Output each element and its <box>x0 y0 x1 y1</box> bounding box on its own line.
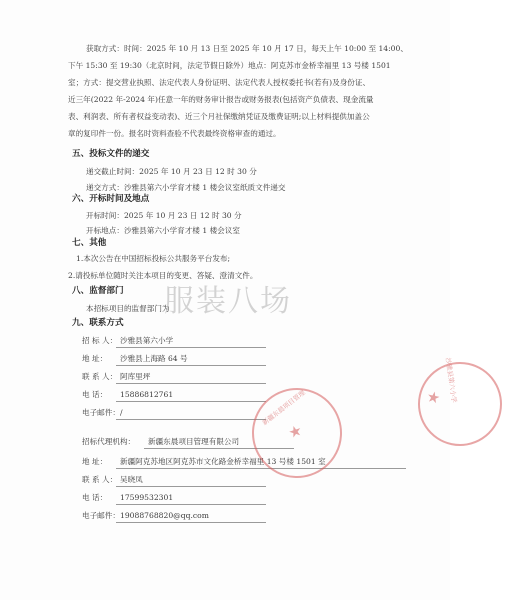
agent-name: 新疆东晨项目管理有限公司 <box>148 437 240 446</box>
submission-place: 递交方式：沙雅县第六小学育才楼 1 楼会议室纸质文件递交 <box>86 183 286 192</box>
section-6-heading: 六、开标时间及地点 <box>72 194 150 204</box>
tenderer-seal-star-icon: ★ <box>425 387 442 408</box>
section-5-heading: 五、投标文件的递交 <box>72 149 150 159</box>
acquisition-line-4: 近三年(2022 年-2024 年)任意一年的财务审计报告或财务报表(包括资产负债表、现金流量 <box>68 95 374 104</box>
agent-contact: 吴晓凤 <box>120 475 143 484</box>
agent-name-label: 招标代理机构： <box>82 437 136 446</box>
other-item-2: 2.请投标单位随时关注本项目的变更、答疑、澄清文件。 <box>68 271 258 280</box>
opening-time: 开标时间：2025 年 10 月 23 日 12 时 30 分 <box>86 211 242 220</box>
watermark-text: 服装八场 <box>164 284 292 319</box>
tenderer-phone-underline <box>116 401 266 402</box>
acquisition-line-5: 表、利润表、所有者权益变动表)、近三个月社保缴纳凭证及缴费证明;以上材料提供加盖公 <box>68 112 370 121</box>
acquisition-line-2: 下午 15:30 至 19:30（北京时间，法定节假日除外）地点：阿克苏市金桥幸福里 13 号楼 1501 <box>68 61 391 70</box>
tenderer-phone-label: 电 话： <box>82 390 108 399</box>
tenderer-address: 沙雅县上海路 64 号 <box>120 354 188 363</box>
agent-address: 新疆阿克苏地区阿克苏市文化路金桥幸福里 13 号楼 1501 室 <box>120 457 326 466</box>
tenderer-contact-label: 联 系 人： <box>82 372 118 381</box>
section-7-heading: 七、其他 <box>72 238 107 248</box>
tenderer-name-underline <box>116 347 266 348</box>
acquisition-line-3: 室；方式：提交营业执照、法定代表人身份证明、法定代表人授权委托书(若有)及身份证、 <box>68 78 371 87</box>
section-9-heading: 九、联系方式 <box>72 318 124 328</box>
section-8-heading: 八、监督部门 <box>72 286 124 296</box>
agent-phone: 17599532301 <box>120 493 174 502</box>
tenderer-name-label: 招 标 人： <box>82 336 118 345</box>
tenderer-email: / <box>120 408 123 417</box>
agent-seal-star-icon: ★ <box>285 420 305 443</box>
acquisition-line-1: 获取方式：时间：2025 年 10 月 13 日至 2025 年 10 月 17 日，每天上午 10:00 至 14:00、 <box>86 44 408 53</box>
agent-phone-label: 电 话： <box>82 493 108 502</box>
tenderer-seal-text: 沙雅县第六小学 <box>443 357 459 404</box>
agent-address-label: 地 址： <box>82 457 108 466</box>
tenderer-seal-stamp <box>410 354 510 454</box>
acquisition-line-6: 章的复印件一份。报名时资料查验不代表最终资格审查的通过。 <box>68 129 281 138</box>
agent-email-underline <box>116 522 266 523</box>
agent-contact-label: 联 系 人： <box>82 475 118 484</box>
agent-seal-text: 新疆东晨项目管理 <box>260 388 307 427</box>
tenderer-phone: 15886812761 <box>120 390 174 399</box>
tenderer-address-underline <box>116 365 266 366</box>
agent-contact-underline <box>116 486 266 487</box>
tenderer-email-underline <box>116 419 266 420</box>
tenderer-contact: 阿库里坪 <box>120 372 151 381</box>
other-item-1: 1.本次公告在中国招标投标公共服务平台发布; <box>76 254 231 263</box>
agent-address-underline <box>116 468 406 469</box>
opening-place: 开标地点：沙雅县第六小学育才楼 1 楼会议室 <box>86 226 240 235</box>
agent-email-label: 电子邮件： <box>82 511 120 520</box>
tenderer-contact-underline <box>116 383 266 384</box>
agent-seal-stamp <box>240 376 353 489</box>
tenderer-email-label: 电子邮件： <box>82 408 120 417</box>
agent-email: 19088768820@qq.com <box>120 511 209 520</box>
tenderer-address-label: 地 址： <box>82 354 108 363</box>
supervision-text: 本招标项目的监督部门为 <box>86 304 170 313</box>
tenderer-name: 沙雅县第六小学 <box>120 336 174 345</box>
submission-deadline: 递交截止时间：2025 年 10 月 23 日 12 时 30 分 <box>86 167 257 176</box>
agent-phone-underline <box>116 504 266 505</box>
